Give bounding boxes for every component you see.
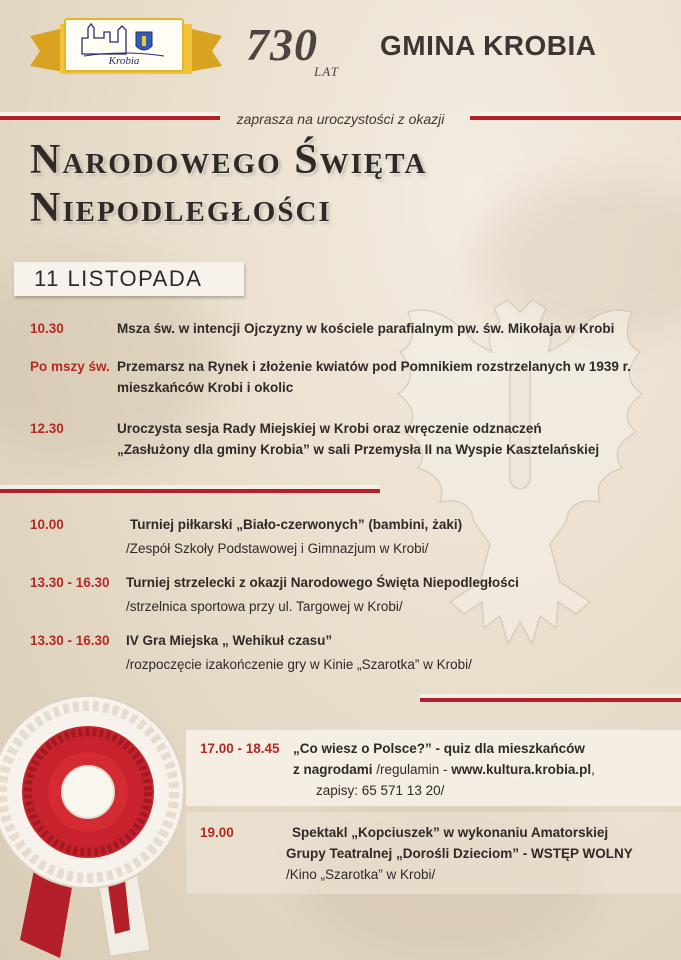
event-location: /Zespół Szkoły Podstawowej i Gimnazjum w Krobi/: [126, 541, 429, 556]
event-description: Msza św. w intencji Ojczyzny w kościele parafialnym pw. św. Mikołaja w Krobi: [117, 321, 615, 336]
event-time: 10.30: [30, 321, 64, 336]
event-website-link[interactable]: www.kultura.krobia.pl: [451, 762, 592, 777]
event-date: 11 LISTOPADA: [34, 266, 203, 291]
event-location: /strzelnica sportowa przy ul. Targowej w Krobi/: [126, 599, 403, 614]
schedule-item: [30, 318, 670, 340]
event-detail-text: ,: [591, 762, 595, 777]
event-detail-text: /regulamin -: [372, 762, 452, 777]
event-time: 19.00: [200, 825, 234, 840]
event-title: Turniej piłkarski „Biało-czerwonych” (bambini, żaki): [130, 517, 463, 532]
event-location: /rozpoczęcie izakończenie gry w Kinie „Szarotka” w Krobi/: [126, 657, 472, 672]
town-logo: [64, 18, 184, 72]
event-location: /Kino „Szarotka” w Krobi/: [286, 867, 436, 882]
logo-town-name: Krobia: [108, 55, 140, 67]
event-time: 10.00: [30, 517, 64, 532]
schedule-item: [30, 630, 590, 674]
invite-text: zaprasza na uroczystości z okazji: [236, 111, 445, 127]
event-description: Uroczysta sesja Rady Miejskiej w Krobi oraz wręczenie odznaczeń: [117, 421, 542, 436]
event-description: Przemarsz na Rynek i złożenie kwiatów pod Pomnikiem rozstrzelanych w 1939 r.: [117, 359, 631, 374]
event-details: [293, 759, 595, 780]
event-time: Po mszy św.: [30, 359, 110, 374]
event-title: IV Gra Miejska „ Wehikuł czasu”: [126, 633, 333, 648]
date-banner: [14, 262, 244, 296]
schedule-item: [30, 418, 670, 462]
flag-stripe: [0, 485, 380, 493]
logo-banner: [30, 14, 222, 76]
schedule-item: [30, 514, 590, 558]
event-title: Turniej strzelecki z okazji Narodowego Święta Niepodległości: [126, 575, 519, 590]
rosette-icon: [0, 680, 200, 960]
schedule-item: [200, 822, 670, 888]
event-description: „Zasłużony dla gminy Krobia” w sali Przemysła II na Wyspie Kasztelańskiej: [117, 442, 600, 457]
event-title: „Co wiesz o Polsce?” - quiz dla mieszkańców: [293, 741, 585, 756]
event-description: mieszkańców Krobi i okolic: [117, 380, 294, 395]
event-title: Grupy Teatralnej „Dorośli Dzieciom” - WSTĘP WOLNY: [286, 846, 633, 861]
anniversary-number: 730: [246, 19, 318, 70]
anniversary-mark: [240, 20, 370, 80]
anniversary-unit: LAT: [314, 64, 339, 79]
schedule-item: [200, 738, 670, 804]
event-time: 17.00 - 18.45: [200, 741, 280, 756]
event-signup-phone: zapisy: 65 571 13 20/: [316, 783, 445, 798]
main-title-line1: Narodowego Święta: [30, 137, 428, 183]
flag-stripe: [420, 694, 681, 702]
schedule-item: [30, 356, 670, 400]
gmina-heading: GMINA KROBIA: [380, 30, 597, 61]
town-skyline-icon: [64, 18, 184, 58]
main-title-line2: Niepodległości: [30, 185, 332, 231]
event-time: 12.30: [30, 421, 64, 436]
event-detail-text: z nagrodami: [293, 762, 373, 777]
event-time: 13.30 - 16.30: [30, 633, 110, 648]
event-title: Spektakl „Kopciuszek” w wykonaniu Amatorskiej: [292, 825, 609, 840]
event-time: 13.30 - 16.30: [30, 575, 110, 590]
schedule-item: [30, 572, 590, 616]
